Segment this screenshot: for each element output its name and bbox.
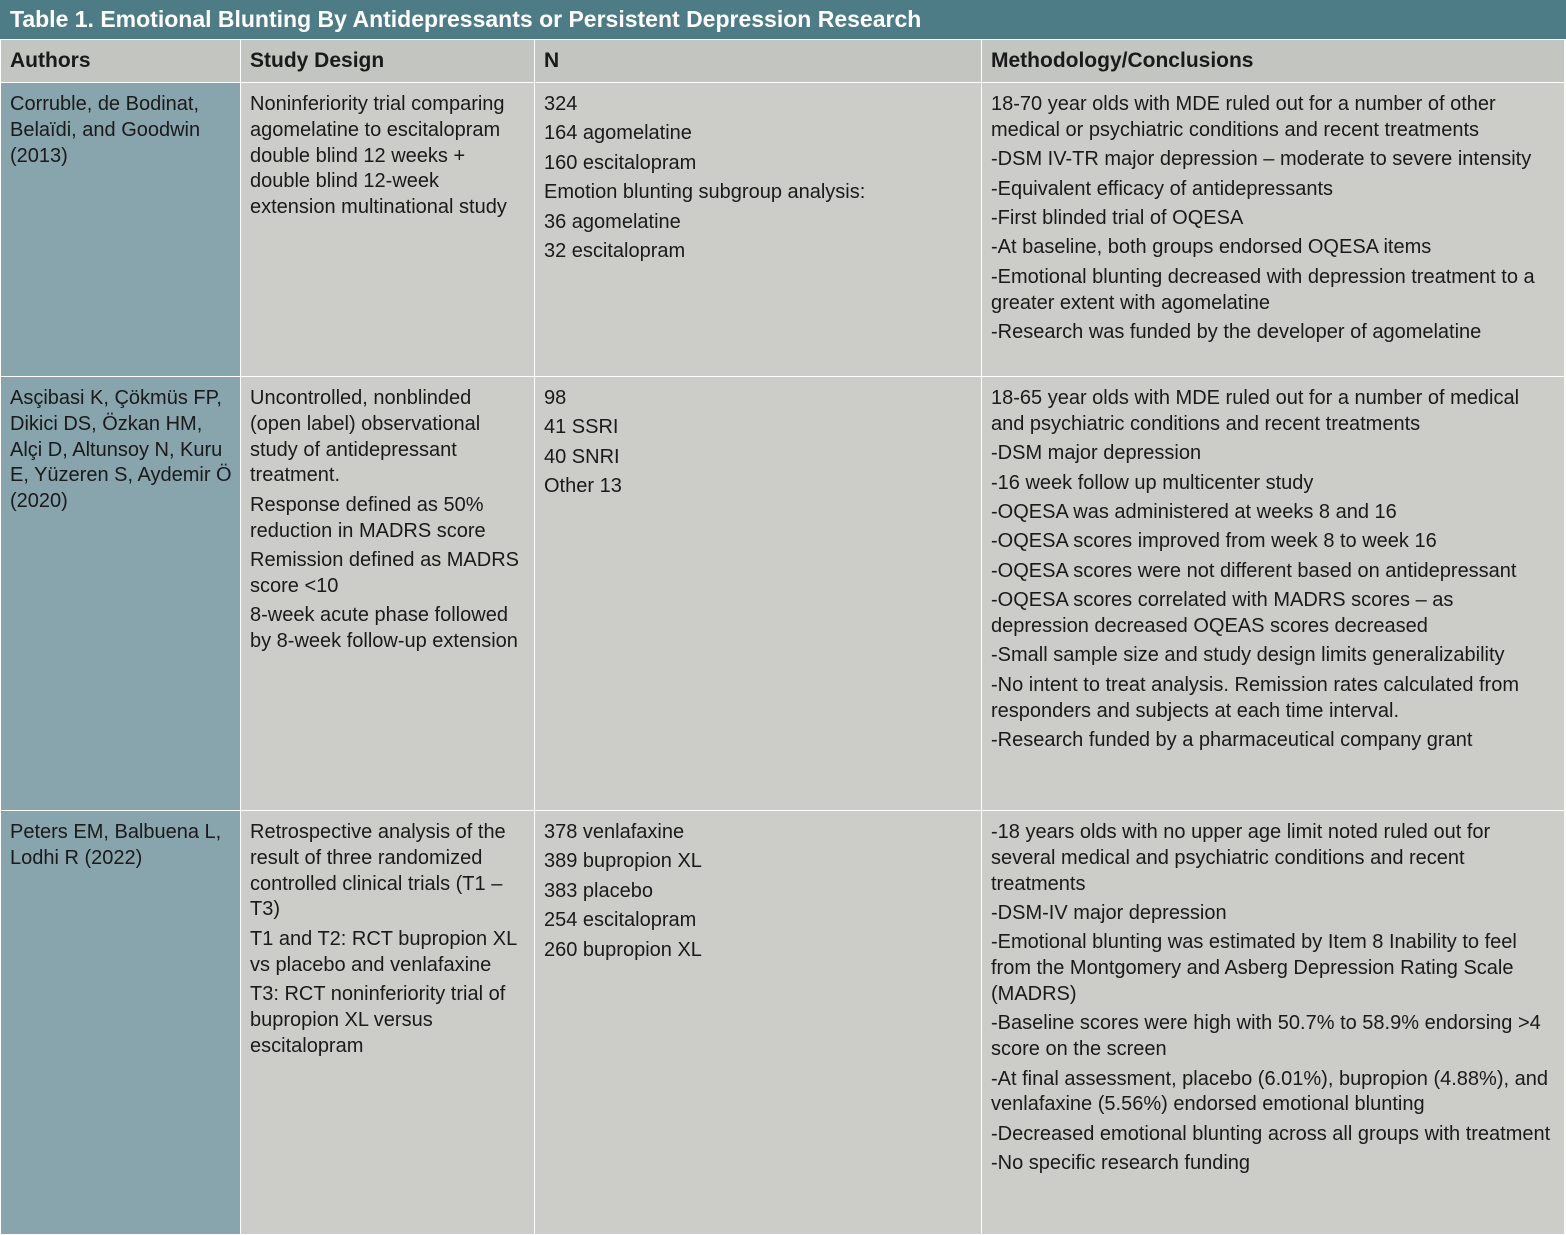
research-table xyxy=(0,39,1565,1235)
cell-line: Noninferiority trial comparing agomelatine to escitalopram double blind 12 weeks + double blind 12-week extension multinational study xyxy=(250,93,507,219)
n-cell xyxy=(535,377,982,811)
cell-line: -At baseline, both groups endorsed OQESA items xyxy=(991,236,1432,259)
cell-line: 378 venlafaxine xyxy=(544,821,685,843)
header-study-design: Study Design xyxy=(241,40,535,83)
cell-line: -OQESA scores correlated with MADRS scores – as depression decreased OQEAS scores decreased xyxy=(991,589,1454,637)
cell-line: -OQESA scores were not different based on antidepressant xyxy=(991,559,1517,582)
cell-line: 160 escitalopram xyxy=(544,151,697,174)
cell-line: -OQESA scores improved from week 8 to week 16 xyxy=(991,530,1437,553)
cell-line: -18 years olds with no upper age limit noted ruled out for several medical and psychiatric conditions and recent treatments xyxy=(991,821,1491,895)
cell-line: -Research was funded by the developer of agomelatine xyxy=(991,320,1482,343)
cell-line: 36 agomelatine xyxy=(544,210,681,233)
cell-line: 383 placebo xyxy=(544,879,653,902)
cell-line: -Decreased emotional blunting across all groups with treatment xyxy=(991,1122,1551,1145)
cell-line: Uncontrolled, nonblinded (open label) observational study of antidepressant treatment. xyxy=(250,387,481,487)
cell-line: Peters EM, Balbuena L, Lodhi R (2022) xyxy=(10,821,222,869)
cell-line: 98 xyxy=(544,387,567,409)
cell-line: Corruble, de Bodinat, Belaïdi, and Goodwin (2013) xyxy=(10,93,201,167)
cell-line: Other 13 xyxy=(544,475,622,498)
study-design-cell xyxy=(241,377,535,811)
cell-line: -DSM IV-TR major depression – moderate to severe intensity xyxy=(991,148,1532,171)
cell-line: -16 week follow up multicenter study xyxy=(991,471,1314,494)
cell-line: 32 escitalopram xyxy=(544,239,686,262)
authors-cell xyxy=(1,811,241,1235)
cell-line: T3: RCT noninferiority trial of bupropion XL versus escitalopram xyxy=(250,982,506,1057)
cell-line: T1 and T2: RCT bupropion XL vs placebo and venlafaxine xyxy=(250,927,517,976)
header-methodology: Methodology/Conclusions xyxy=(982,40,1565,83)
cell-line: -Small sample size and study design limits generalizability xyxy=(991,644,1505,667)
cell-line: 324 xyxy=(544,93,578,115)
cell-line: -No specific research funding xyxy=(991,1152,1251,1175)
cell-line: -Research funded by a pharmaceutical company grant xyxy=(991,728,1473,751)
cell-line: -DSM major depression xyxy=(991,442,1202,465)
cell-line: -First blinded trial of OQESA xyxy=(991,206,1244,229)
cell-line: -Emotional blunting decreased with depression treatment to a greater extent with agomelatine xyxy=(991,265,1535,314)
cell-line: Remission defined as MADRS score <10 xyxy=(250,548,519,597)
methodology-cell xyxy=(982,377,1565,811)
cell-line: 164 agomelatine xyxy=(544,122,692,145)
cell-line: Emotion blunting subgroup analysis: xyxy=(544,181,866,204)
cell-line: 260 bupropion XL xyxy=(544,938,702,961)
cell-line: Response defined as 50% reduction in MADRS score xyxy=(250,493,486,542)
cell-line: 40 SNRI xyxy=(544,445,620,468)
cell-line: -No intent to treat analysis. Remission rates calculated from responders and subjects at each time interval. xyxy=(991,673,1519,722)
study-design-cell xyxy=(241,83,535,377)
authors-cell xyxy=(1,83,241,377)
cell-line: 41 SSRI xyxy=(544,416,619,439)
table-row xyxy=(1,377,1565,811)
table-row xyxy=(1,811,1565,1235)
cell-line: -Equivalent efficacy of antidepressants xyxy=(991,177,1334,200)
cell-line: Retrospective analysis of the result of three randomized controlled clinical trials (T1 – T3) xyxy=(250,821,506,921)
header-n: N xyxy=(535,40,982,83)
header-authors: Authors xyxy=(1,40,241,83)
methodology-cell xyxy=(982,811,1565,1235)
study-design-cell xyxy=(241,811,535,1235)
cell-line: 18-70 year olds with MDE ruled out for a number of other medical or psychiatric conditions and recent treatments xyxy=(991,93,1496,141)
n-cell xyxy=(535,811,982,1235)
cell-line: -OQESA was administered at weeks 8 and 16 xyxy=(991,500,1397,523)
cell-line: -DSM-IV major depression xyxy=(991,901,1227,924)
cell-line: -Emotional blunting was estimated by Item 8 Inability to feel from the Montgomery and Asberg Depression Rating Scale (MADRS) xyxy=(991,931,1517,1005)
methodology-cell xyxy=(982,83,1565,377)
cell-line: -At final assessment, placebo (6.01%), bupropion (4.88%), and venlafaxine (5.56%) endorsed emotional blunting xyxy=(991,1067,1548,1116)
cell-line: 389 bupropion XL xyxy=(544,850,702,873)
cell-line: Asçibasi K, Çökmüs FP, Dikici DS, Özkan HM, Alçi D, Altunsoy N, Kuru E, Yüzeren S, Aydemir Ö (2020) xyxy=(10,387,232,513)
cell-line: 18-65 year olds with MDE ruled out for a number of medical and psychiatric conditions and recent treatments xyxy=(991,387,1520,435)
cell-line: -Baseline scores were high with 50.7% to 58.9% endorsing >4 score on the screen xyxy=(991,1012,1541,1061)
n-cell xyxy=(535,83,982,377)
table-row xyxy=(1,83,1565,377)
authors-cell xyxy=(1,377,241,811)
table-title: Table 1. Emotional Blunting By Antidepressants or Persistent Depression Research xyxy=(0,0,1566,39)
header-row xyxy=(1,40,1565,83)
cell-line: 254 escitalopram xyxy=(544,909,697,932)
cell-line: 8-week acute phase followed by 8-week follow-up extension xyxy=(250,604,518,652)
